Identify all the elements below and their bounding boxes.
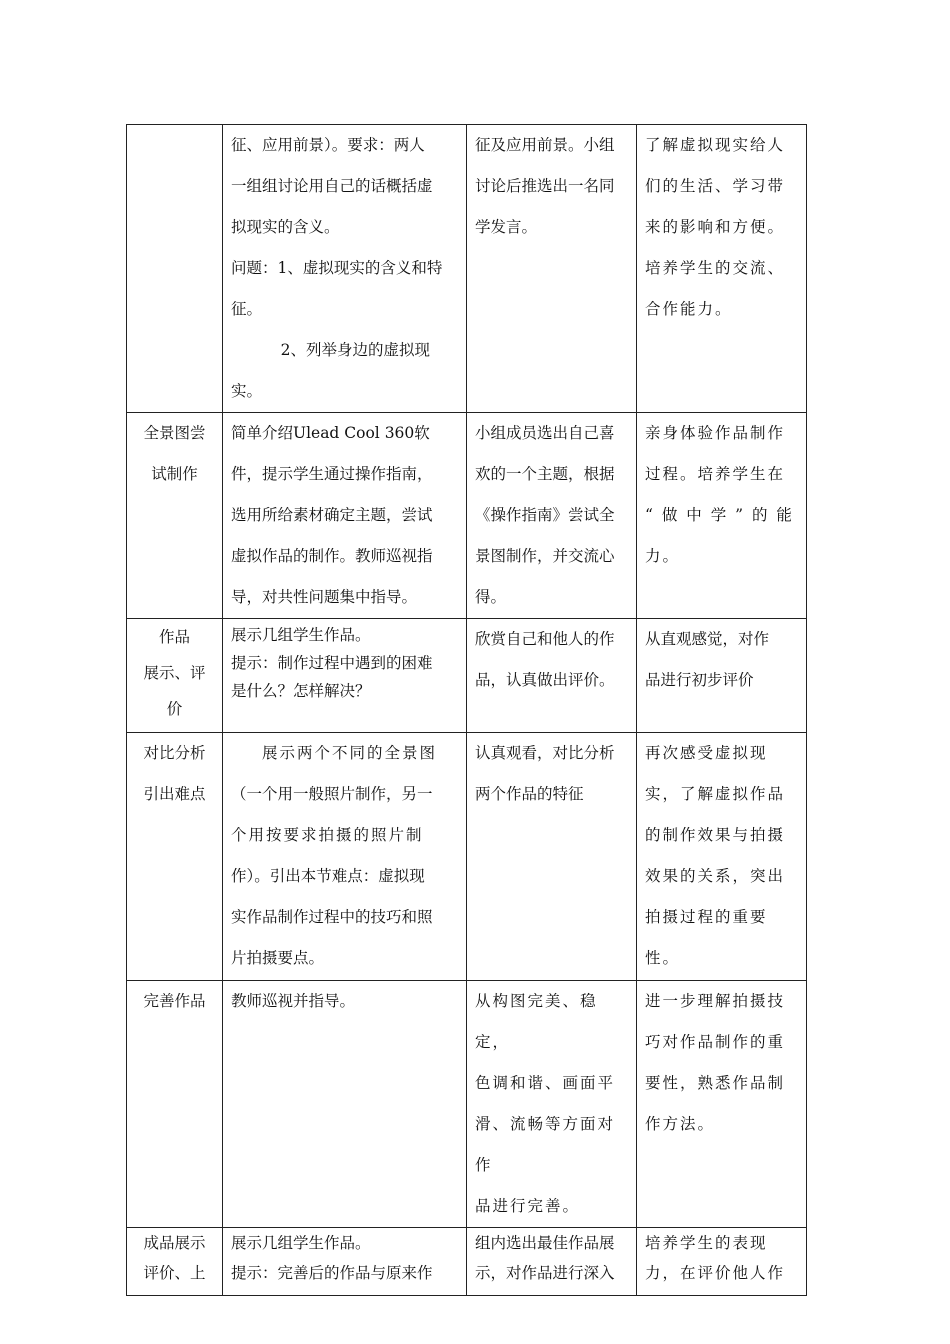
stage-cell xyxy=(127,125,223,413)
student-line: 品，认真做出评价。 xyxy=(475,671,615,689)
stage-cell xyxy=(127,413,223,619)
student-activity-cell xyxy=(467,619,637,733)
teacher-line: 个用按要求拍摄的照片制 xyxy=(231,826,424,844)
teacher-line: 选用所给素材确定主题，尝试 xyxy=(231,506,433,524)
student-line: 景图制作，并交流心 xyxy=(475,547,615,565)
purpose-cell xyxy=(637,125,807,413)
teacher-activity-cell xyxy=(223,413,467,619)
purpose-line: 品进行初步评价 xyxy=(645,671,754,689)
teacher-line: 展示几组学生作品。 xyxy=(231,626,371,644)
student-activity-cell xyxy=(467,733,637,981)
teacher-line: 提示：制作过程中遇到的困难 xyxy=(231,654,433,672)
teacher-line: 片拍摄要点。 xyxy=(231,949,325,967)
student-line: 色调和谐、画面平 xyxy=(475,1074,616,1092)
purpose-line: 要性，熟悉作品制 xyxy=(645,1074,786,1092)
student-line: 认真观看，对比分析 xyxy=(475,744,615,762)
teacher-activity-cell xyxy=(223,733,467,981)
stage-line: 试制作 xyxy=(151,465,198,483)
teacher-line: 拟现实的含义。 xyxy=(231,218,340,236)
student-line: 小组成员选出自己喜 xyxy=(475,424,615,442)
purpose-line: 们的生活、学习带 xyxy=(645,177,786,195)
purpose-line: 进一步理解拍摄技 xyxy=(645,992,786,1010)
purpose-line: 的制作效果与拍摄 xyxy=(645,826,786,844)
teacher-line: 2、列举身边的虚拟现 xyxy=(280,341,430,359)
teacher-line: 提示：完善后的作品与原来作 xyxy=(231,1264,433,1282)
lesson-plan-table xyxy=(126,124,807,1296)
teacher-line: 教师巡视并指导。 xyxy=(231,992,356,1010)
student-line: 得。 xyxy=(475,588,507,606)
stage-cell xyxy=(127,981,223,1228)
student-activity-cell xyxy=(467,125,637,413)
purpose-line: 亲身体验作品制作 xyxy=(645,424,786,442)
purpose-cell xyxy=(637,619,807,733)
purpose-line: 作方法。 xyxy=(645,1115,716,1133)
table-row xyxy=(127,619,807,733)
stage-line: 成品展示 xyxy=(143,1234,206,1252)
student-line: 组内选出最佳作品展 xyxy=(475,1234,615,1252)
teacher-line: 是什么？怎样解决？ xyxy=(231,682,371,700)
purpose-line: 拍摄过程的重要 xyxy=(645,908,768,926)
teacher-line: 导，对共性问题集中指导。 xyxy=(231,588,418,606)
table-row xyxy=(127,413,807,619)
student-activity-cell xyxy=(467,981,637,1228)
student-line: 从构图完美、稳定， xyxy=(475,992,598,1051)
stage-line: 作品 xyxy=(158,628,190,646)
stage-cell xyxy=(127,733,223,981)
table-row xyxy=(127,125,807,413)
teacher-activity-cell xyxy=(223,981,467,1228)
stage-line: 引出难点 xyxy=(143,785,206,803)
stage-cell xyxy=(127,619,223,733)
student-line: 滑、流畅等方面对作 xyxy=(475,1115,616,1174)
purpose-cell xyxy=(637,1228,807,1296)
purpose-line: 再次感受虚拟现 xyxy=(645,744,768,762)
purpose-line: 培养学生的表现 xyxy=(645,1234,768,1252)
student-activity-cell xyxy=(467,413,637,619)
teacher-activity-cell xyxy=(223,619,467,733)
student-line: 征及应用前景。小组 xyxy=(475,136,615,154)
purpose-line: 了解虚拟现实给人 xyxy=(645,136,786,154)
teacher-line: 件，提示学生通过操作指南， xyxy=(231,465,433,483)
student-line: 欢的一个主题，根据 xyxy=(475,465,615,483)
teacher-line: 作）。引出本节难点：虚拟现 xyxy=(231,867,425,885)
purpose-line: “ 做 中 学 ” 的 能 xyxy=(645,506,794,524)
purpose-line: 实，了解虚拟作品 xyxy=(645,785,786,803)
teacher-line: 一组组讨论用自己的话概括虚 xyxy=(231,177,433,195)
stage-cell xyxy=(127,1228,223,1296)
table-row xyxy=(127,1228,807,1296)
purpose-line: 力。 xyxy=(645,547,681,565)
teacher-line: 展示几组学生作品。 xyxy=(231,1234,371,1252)
teacher-activity-cell xyxy=(223,125,467,413)
purpose-line: 培养学生的交流、 xyxy=(645,259,786,277)
purpose-line: 过程。培养学生在 xyxy=(645,465,786,483)
student-line: 示，对作品进行深入 xyxy=(475,1264,615,1282)
purpose-line: 合作能力。 xyxy=(645,300,733,318)
purpose-cell xyxy=(637,733,807,981)
stage-line: 全景图尝 xyxy=(143,424,206,442)
stage-line: 完善作品 xyxy=(143,992,206,1010)
student-line: 《操作指南》尝试全 xyxy=(475,506,615,524)
teacher-line: 问题：1、虚拟现实的含义和特 xyxy=(231,259,443,277)
teacher-line: 虚拟作品的制作。教师巡视指 xyxy=(231,547,433,565)
purpose-line: 巧对作品制作的重 xyxy=(645,1033,786,1051)
teacher-line: 征、应用前景）。要求：两人 xyxy=(231,136,425,154)
student-activity-cell xyxy=(467,1228,637,1296)
student-line: 欣赏自己和他人的作 xyxy=(475,630,615,648)
teacher-line: 征。 xyxy=(231,300,263,318)
purpose-line: 从直观感觉，对作 xyxy=(645,630,770,648)
purpose-cell xyxy=(637,413,807,619)
table-row xyxy=(127,981,807,1228)
student-line: 讨论后推选出一名同 xyxy=(475,177,615,195)
purpose-cell xyxy=(637,981,807,1228)
teacher-activity-cell xyxy=(223,1228,467,1296)
stage-line: 对比分析 xyxy=(143,744,206,762)
purpose-line: 效果的关系，突出 xyxy=(645,867,786,885)
teacher-line: 展示两个不同的全景图 xyxy=(262,744,438,762)
stage-line: 展示、评 xyxy=(143,664,206,682)
purpose-line: 力，在评价他人作 xyxy=(645,1264,786,1282)
teacher-line: （一个用一般照片制作，另一 xyxy=(231,785,433,803)
student-line: 两个作品的特征 xyxy=(475,785,584,803)
purpose-line: 性。 xyxy=(645,949,681,967)
teacher-line: 实作品制作过程中的技巧和照 xyxy=(231,908,433,926)
stage-line: 价 xyxy=(166,700,183,718)
table-row xyxy=(127,733,807,981)
teacher-line: 实。 xyxy=(231,382,263,400)
student-line: 品进行完善。 xyxy=(475,1197,581,1215)
teacher-line: 简单介绍Ulead Cool 360软 xyxy=(231,424,430,442)
stage-line: 评价、上 xyxy=(143,1264,206,1282)
purpose-line: 来的影响和方便。 xyxy=(645,218,786,236)
student-line: 学发言。 xyxy=(475,218,538,236)
